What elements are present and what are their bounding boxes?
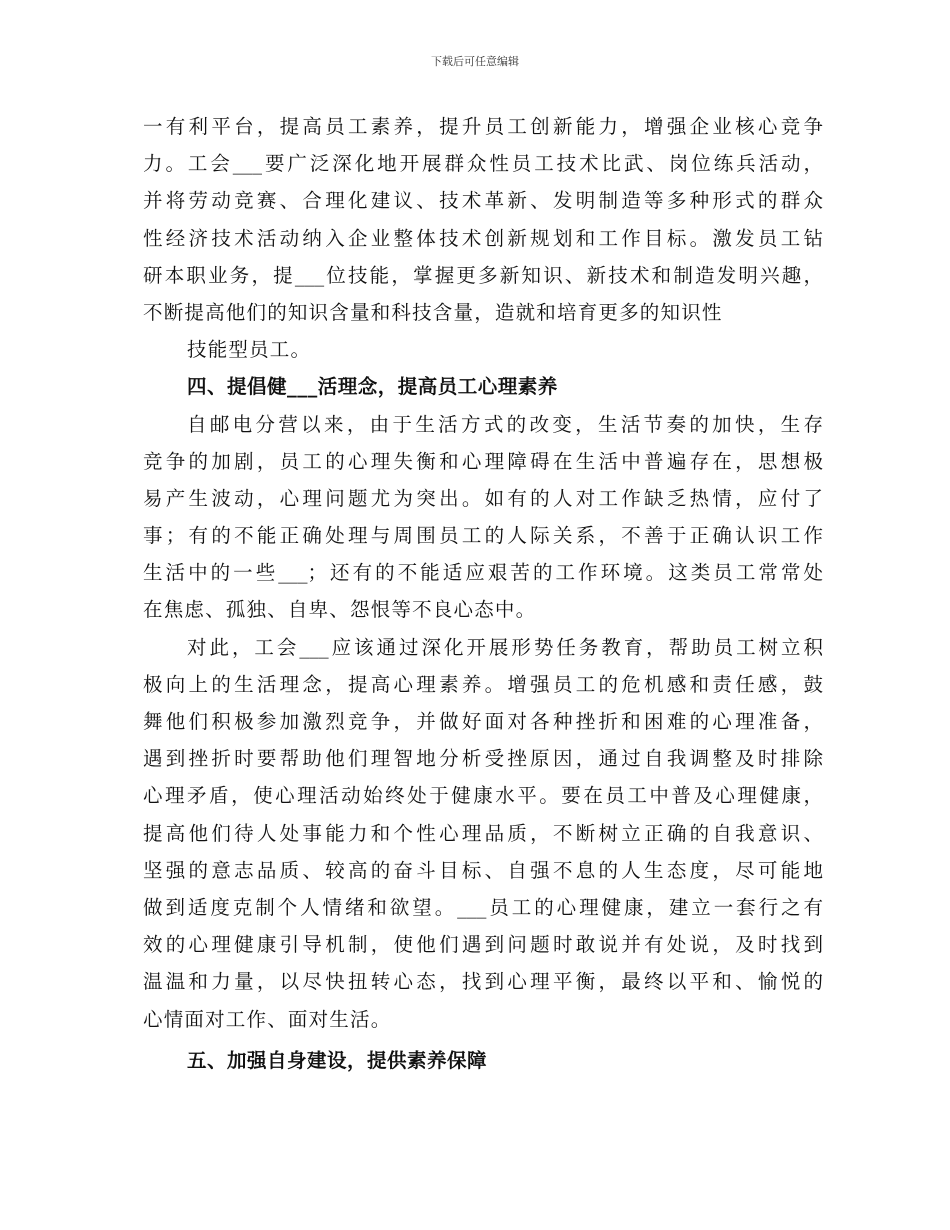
body-line: 技能型员工。 — [187, 338, 312, 362]
body-line: 舞他们积极参加激烈竞争，并做好面对各种挫折和困难的心理准备， — [143, 710, 823, 733]
body-line: 并将劳动竞赛、合理化建议、技术革新、发明制造等多种形式的群众 — [143, 189, 823, 213]
body-line: 极向上的生活理念，提高心理素养。增强员工的危机感和责任感，鼓 — [143, 672, 823, 696]
page-header: 下载后可任意编辑 — [431, 55, 519, 68]
body-line: 事；有的不能正确处理与周围员工的人际关系，不善于正确认识工作 — [143, 524, 823, 548]
body-line: 力。工会___要广泛深化地开展群众性员工技术比武、岗位练兵活动， — [143, 152, 823, 176]
body-line: 温温和力量，以尽快扭转心态，找到心理平衡，最终以平和、愉悦的 — [143, 970, 823, 994]
body-line: 效的心理健康引导机制，使他们遇到问题时敢说并有处说，及时找到 — [143, 933, 823, 957]
body-line: 遇到挫折时要帮助他们理智地分析受挫原因，通过自我调整及时排除 — [143, 747, 823, 771]
body-line: 性经济技术活动纳入企业整体技术创新规划和工作目标。激发员工钻 — [143, 226, 823, 250]
body-line: 坚强的意志品质、较高的奋斗目标、自强不息的人生态度，尽可能地 — [143, 858, 823, 882]
paragraph-start-line: 对此，工会___应该通过深化开展形势任务教育，帮助员工树立积 — [187, 635, 823, 659]
paragraph-start-line: 自邮电分营以来，由于生活方式的改变，生活节奏的加快，生存 — [187, 412, 823, 436]
body-line: 心情面对工作、面对生活。 — [143, 1007, 392, 1031]
body-line: 在焦虑、孤独、自卑、怨恨等不良心态中。 — [143, 598, 537, 622]
body-line: 竞争的加剧，员工的心理失衡和心理障碍在生活中普遍存在，思想极 — [143, 449, 823, 473]
body-line: 做到适度克制个人情绪和欲望。___员工的心理健康，建立一套行之有 — [143, 895, 823, 919]
body-line: 不断提高他们的知识含量和科技含量，造就和培育更多的知识性 — [143, 300, 723, 324]
body-line: 心理矛盾，使心理活动始终处于健康水平。要在员工中普及心理健康， — [143, 784, 823, 808]
section-heading-4: 四、提倡健___活理念，提高员工心理素养 — [187, 375, 558, 399]
body-line: 生活中的一些___；还有的不能适应艰苦的工作环境。这类员工常常处 — [143, 561, 823, 585]
body-line: 易产生波动，心理问题尤为突出。如有的人对工作缺乏热情，应付了 — [143, 486, 823, 510]
body-line: 提高他们待人处事能力和个性心理品质，不断树立正确的自我意识、 — [143, 821, 823, 845]
body-line: 研本职业务，提___位技能，掌握更多新知识、新技术和制造发明兴趣， — [143, 263, 823, 287]
body-line: 一有利平台，提高员工素养，提升员工创新能力，增强企业核心竞争 — [143, 115, 823, 138]
section-heading-5: 五、加强自身建设，提供素养保障 — [187, 1048, 488, 1072]
document-body — [143, 108, 823, 1079]
